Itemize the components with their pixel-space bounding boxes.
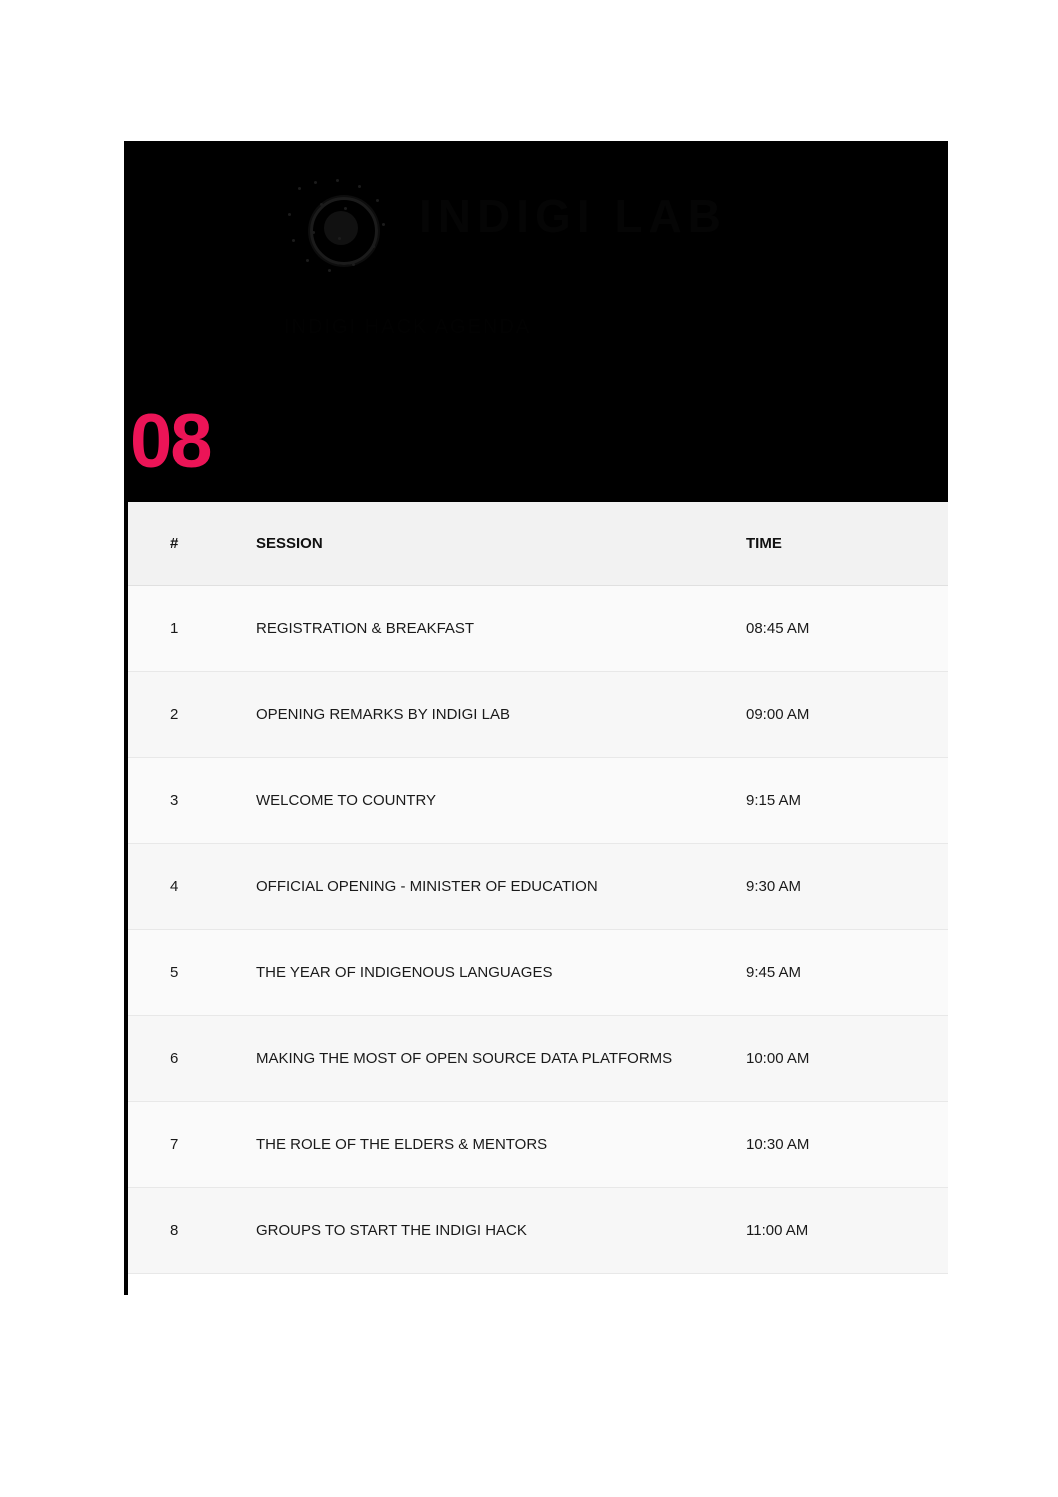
logo-speck bbox=[336, 179, 339, 182]
table-row bbox=[128, 1016, 948, 1102]
cell-session: GROUPS TO START THE INDIGI HACK bbox=[256, 1221, 527, 1239]
logo-speck bbox=[320, 203, 323, 206]
cell-number: 5 bbox=[170, 964, 179, 981]
logo-speck bbox=[306, 259, 309, 262]
cell-time: 10:30 AM bbox=[746, 1136, 810, 1153]
header-banner bbox=[124, 141, 948, 502]
cell-number: 8 bbox=[170, 1222, 179, 1239]
cell-time: 09:00 AM bbox=[746, 706, 810, 723]
logo-speck bbox=[358, 185, 361, 188]
table-row bbox=[128, 1188, 948, 1274]
cell-time: 08:45 AM bbox=[746, 620, 810, 637]
circular-dotted-logo-icon bbox=[284, 173, 404, 283]
logo-speck bbox=[292, 239, 295, 242]
column-header-number: # bbox=[170, 535, 179, 552]
cell-session: WELCOME TO COUNTRY bbox=[256, 791, 437, 809]
logo-speck bbox=[338, 237, 341, 240]
cell-time: 9:15 AM bbox=[746, 792, 802, 809]
table-row bbox=[128, 844, 948, 930]
cell-number: 2 bbox=[170, 706, 179, 723]
cell-time: 11:00 AM bbox=[746, 1222, 809, 1239]
logo-speck bbox=[312, 231, 315, 234]
cell-session: REGISTRATION & BREAKFAST bbox=[256, 619, 475, 637]
table-row bbox=[128, 758, 948, 844]
table-row bbox=[128, 930, 948, 1016]
column-header-time: TIME bbox=[746, 535, 782, 552]
banner-subtitle: INDIGI HACK AGENDA bbox=[284, 316, 532, 338]
logo-ring-inner bbox=[324, 211, 358, 245]
agenda-table bbox=[128, 502, 948, 1274]
table-row bbox=[128, 586, 948, 672]
table-row bbox=[128, 672, 948, 758]
logo-speck bbox=[382, 223, 385, 226]
cell-time: 9:30 AM bbox=[746, 878, 802, 895]
table-row bbox=[128, 1102, 948, 1188]
cell-number: 4 bbox=[170, 878, 179, 895]
logo-speck bbox=[344, 207, 347, 210]
cell-number: 1 bbox=[170, 620, 179, 637]
logo-speck bbox=[352, 263, 355, 266]
cell-time: 10:00 AM bbox=[746, 1050, 810, 1067]
cell-session: THE YEAR OF INDIGENOUS LANGUAGES bbox=[256, 963, 553, 981]
logo-speck bbox=[328, 269, 331, 272]
cell-session: MAKING THE MOST OF OPEN SOURCE DATA PLATFORMS bbox=[256, 1049, 673, 1067]
cell-number: 6 bbox=[170, 1050, 179, 1067]
cell-number: 3 bbox=[170, 792, 179, 809]
logo-speck bbox=[298, 187, 301, 190]
column-header-session: SESSION bbox=[256, 534, 323, 552]
logo-speck bbox=[314, 181, 317, 184]
logo-speck bbox=[376, 199, 379, 202]
brand-title: INDIGI LAB bbox=[419, 190, 727, 242]
cell-number: 7 bbox=[170, 1136, 179, 1153]
page-number-badge: 08 bbox=[130, 399, 211, 484]
cell-session: OPENING REMARKS BY INDIGI LAB bbox=[256, 705, 510, 723]
logo-speck bbox=[372, 245, 375, 248]
cell-session: OFFICIAL OPENING - MINISTER OF EDUCATION bbox=[256, 877, 598, 895]
logo-speck bbox=[288, 213, 291, 216]
table-header-row bbox=[128, 502, 948, 586]
cell-time: 9:45 AM bbox=[746, 964, 802, 981]
cell-session: THE ROLE OF THE ELDERS & MENTORS bbox=[256, 1135, 548, 1153]
